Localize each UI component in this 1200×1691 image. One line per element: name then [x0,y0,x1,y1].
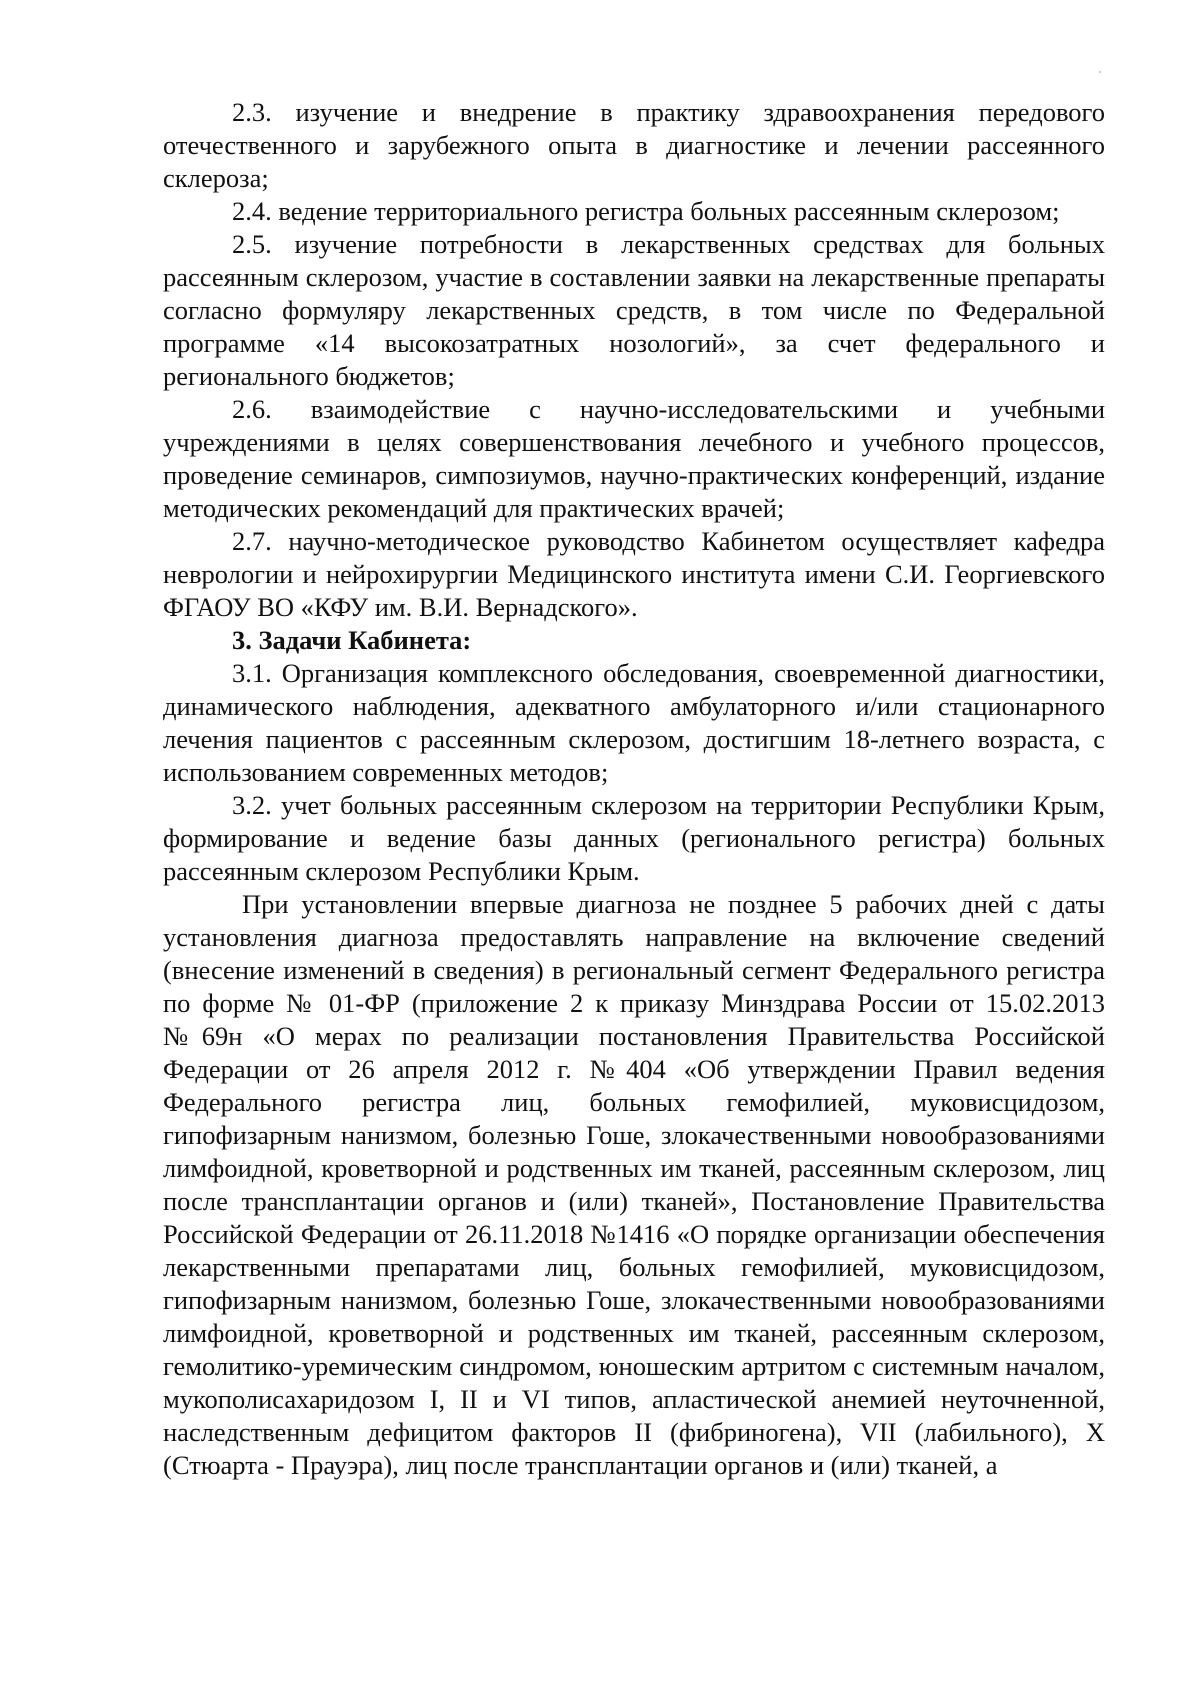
paragraph-2-4: 2.4. ведение территориального регистра больных рассеянным склерозом; [232,196,1060,226]
section-heading-3: 3. Задачи Кабинета: [232,625,472,655]
paragraph-2-5: 2.5. изучение потребности в лекарственных средствах для больных рассеянным склерозом, участие в составлении заявки на лекарственные препараты согласно формуляру лекарственных средств, в том числе по Федеральной программе «14 высокозатратных нозологий», за счет федерального и регионального бюджетов; [163,229,1105,391]
document-body [163,96,1105,1482]
paragraph-registration: При установлении впервые диагноза не позднее 5 рабочих дней с даты установления диагноза предоставлять направление на включение сведений (внесение изменений в сведения) в региональный сегмент Федерального регистра по форме № 01-ФР (приложение 2 к приказу Минздрава России от 15.02.2013 №69н «О мерах по реализации постановления Правительства Российской Федерации от 26 апреля 2012 г. №404 «Об утверждении Правил ведения Федерального регистра лиц, больных гемофилией, муковисцидозом, гипофизарным нанизмом, болезнью Гоше, злокачественными новообразованиями лимфоидной, кроветворной и родственных им тканей, рассеянным склерозом, лиц после трансплантации органов и (или) тканей», Постановление Правительства Российской Федерации от 26.11.2018 №1416 «О порядке организации обеспечения лекарственными препаратами лиц, больных гемофилией, муковисцидозом, гипофизарным нанизмом, болезнью Гоше, злокачественными новообразованиями лимфоидной, кроветворной и родственных им тканей, рассеянным склерозом, гемолитико-уремическим синдромом, юношеским артритом с системным началом, мукополисахаридозом I, II и VI типов, апластической анемией неуточненной, наследственным дефицитом факторов II (фибриногена), VII (лабильного), X (Стюарта - Прауэра), лиц после трансплантации органов и (или) тканей, а [163,889,1105,1480]
paragraph-2-7: 2.7. научно-методическое руководство Кабинетом осуществляет кафедра неврологии и нейрохирургии Медицинского института имени С.И. Георгиевского ФГАОУ ВО «КФУ им. В.И. Вернадского». [163,526,1105,622]
scan-speck [1099,71,1101,73]
paragraph-2-3: 2.3. изучение и внедрение в практику здравоохранения передового отечественного и зарубежного опыта в диагностике и лечении рассеянного склероза; [163,97,1105,193]
paragraph-3-1: 3.1. Организация комплексного обследования, своевременной диагностики, динамического наблюдения, адекватного амбулаторного и/или стационарного лечения пациентов с рассеянным склерозом, достигшим 18-летнего возраста, с использованием современных методов; [163,658,1105,787]
paragraph-3-2: 3.2. учет больных рассеянным склерозом на территории Республики Крым, формирование и ведение базы данных (регионального регистра) больных рассеянным склерозом Республики Крым. [163,790,1105,886]
paragraph-2-6: 2.6. взаимодействие с научно-исследовательскими и учебными учреждениями в целях совершенствования лечебного и учебного процессов, проведение семинаров, симпозиумов, научно-практических конференций, издание методических рекомендаций для практических врачей; [163,394,1105,523]
